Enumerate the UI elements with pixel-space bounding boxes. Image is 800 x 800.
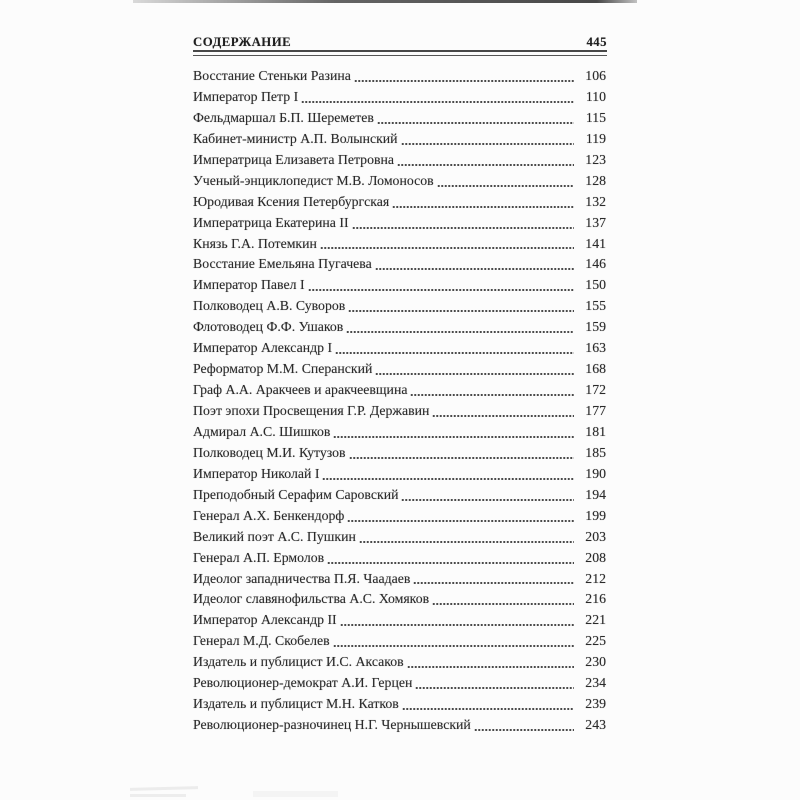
dot-leader [402,694,574,715]
toc-entry-page-number: 230 [585,654,606,670]
toc-entry-page-number: 234 [585,675,606,691]
toc-entry-title: Революционер-разночинец Н.Г. Чернышевский [193,717,471,733]
toc-entry [193,548,606,569]
toc-entry-title: Полководец М.И. Кутузов [193,444,346,460]
toc-entry-page-number: 199 [585,507,606,523]
toc-list [193,66,606,736]
dot-leader [410,380,574,401]
dot-leader [432,589,574,610]
dot-leader [320,234,574,255]
dot-leader [377,108,574,129]
toc-entry-title: Императрица Елизавета Петровна [193,151,395,167]
dot-leader [335,338,574,359]
toc-entry-page-number: 163 [585,340,606,356]
dot-leader [348,296,574,317]
toc-entry-title: Генерал М.Д. Скобелев [193,633,330,649]
dot-leader [401,129,574,150]
toc-entry-page-number: 243 [585,717,606,733]
toc-entry-title: Император Александр II [193,612,337,628]
toc-entry-page-number: 141 [585,235,606,251]
toc-entry-page-number: 119 [585,130,606,146]
toc-entry-page-number: 115 [585,109,606,125]
toc-entry-title: Революционер-демократ А.И. Герцен [193,675,413,691]
toc-entry-title: Кабинет-министр А.П. Волынский [193,130,398,146]
toc-entry-page-number: 190 [585,465,606,481]
page-title: СОДЕРЖАНИЕ [193,35,292,49]
header-rule-top [193,50,607,52]
toc-entry-title: Императрица Екатерина II [193,214,349,230]
toc-entry-title: Идеолог западничества П.Я. Чаадаев [193,570,411,586]
toc-entry [193,673,606,694]
toc-entry-page-number: 159 [585,319,606,335]
toc-entry [193,569,606,590]
dot-leader [347,506,574,527]
toc-entry [193,464,606,485]
dot-leader [474,715,574,736]
dot-leader [340,610,574,631]
toc-entry [193,296,606,317]
toc-entry-title: Генерал А.П. Ермолов [193,549,325,565]
toc-entry-page-number: 137 [585,214,606,230]
toc-entry-title: Ученый-энциклопедист М.В. Ломоносов [193,172,434,188]
dot-leader [397,150,574,171]
toc-entry-page-number: 181 [585,423,606,439]
toc-entry-title: Император Павел I [193,277,305,293]
header-page-number: 445 [586,35,607,49]
toc-entry [193,694,606,715]
toc-entry-page-number: 155 [585,298,606,314]
toc-entry-page-number: 110 [585,88,606,104]
dot-leader [301,87,574,108]
toc-entry-page-number: 172 [585,382,606,398]
toc-entry [193,213,606,234]
dot-leader [327,548,574,569]
dot-leader [333,631,574,652]
toc-entry-title: Император Александр I [193,340,333,356]
toc-entry [193,338,606,359]
toc-entry [193,443,606,464]
toc-entry-page-number: 185 [585,444,606,460]
toc-entry [193,527,606,548]
toc-entry [193,108,606,129]
toc-entry [193,610,606,631]
toc-entry [193,715,606,736]
toc-entry-title: Юродивая Ксения Петербургская [193,193,390,209]
toc-entry-page-number: 194 [585,486,606,502]
page-header [193,35,607,50]
dot-leader [349,443,574,464]
toc-entry-page-number: 150 [585,277,606,293]
toc-entry-title: Фельдмаршал Б.П. Шереметев [193,109,374,125]
toc-entry-page-number: 216 [585,591,606,607]
toc-entry-title: Восстание Емельяна Пугачева [193,256,372,272]
toc-entry-page-number: 212 [585,570,606,586]
toc-entry [193,129,606,150]
dot-leader [375,359,574,380]
toc-entry-title: Полководец А.В. Суворов [193,298,346,314]
toc-entry [193,422,606,443]
toc-entry-page-number: 146 [585,256,606,272]
toc-entry [193,254,606,275]
dot-leader [375,254,574,275]
dot-leader [407,652,574,673]
dot-leader [322,464,574,485]
toc-entry-title: Идеолог славянофильства А.С. Хомяков [193,591,430,607]
dot-leader [352,213,574,234]
dot-leader [401,485,574,506]
toc-entry-title: Реформатор М.М. Сперанский [193,361,373,377]
toc-entry [193,589,606,610]
dot-leader [359,527,574,548]
toc-entry-page-number: 203 [585,528,606,544]
toc-entry-page-number: 225 [585,633,606,649]
toc-entry [193,66,606,87]
toc-entry-title: Поэт эпохи Просвещения Г.Р. Державин [193,403,430,418]
toc-entry [193,317,606,338]
dot-leader [413,569,574,590]
toc-entry [193,380,606,401]
toc-entry-title: Издатель и публицист И.С. Аксаков [193,654,404,670]
toc-entry-title: Генерал А.Х. Бенкендорф [193,507,345,523]
toc-entry-title: Князь Г.А. Потемкин [193,235,317,251]
toc-entry-title: Император Петр I [193,88,299,104]
toc-entry [193,234,606,255]
toc-entry [193,275,606,296]
dot-leader [346,317,574,338]
toc-entry-title: Флотоводец Ф.Ф. Ушаков [193,319,344,335]
toc-entry [193,359,606,380]
toc-entry-title: Адмирал А.С. Шишков [193,423,331,439]
toc-entry [193,192,606,213]
toc-entry-page-number: 168 [585,361,606,377]
toc-entry [193,401,606,422]
toc-entry [193,87,606,108]
dot-leader [437,171,574,192]
dot-leader [333,422,574,443]
toc-entry-page-number: 123 [585,151,606,167]
dot-leader [354,66,574,87]
photo-artifact [253,791,338,797]
toc-entry [193,485,606,506]
dot-leader [392,192,574,213]
toc-entry-page-number: 208 [585,549,606,565]
toc-entry-page-number: 177 [585,403,606,418]
toc-entry-title: Император Николай I [193,465,320,481]
toc-entry [193,506,606,527]
photo-artifact [130,794,186,797]
toc-entry-page-number: 132 [585,193,606,209]
toc-entry-page-number: 106 [585,68,606,83]
toc-entry-title: Преподобный Серафим Саровский [193,486,399,502]
toc-entry [193,171,606,192]
toc-entry-page-number: 128 [585,172,606,188]
toc-entry [193,652,606,673]
toc-entry [193,150,606,171]
dot-leader [308,275,574,296]
toc-entry-title: Великий поэт А.С. Пушкин [193,528,356,544]
toc-entry-title: Издатель и публицист М.Н. Катков [193,696,399,712]
toc-entry-page-number: 239 [585,696,606,712]
dot-leader [415,673,574,694]
dot-leader [432,401,574,422]
photo-top-edge [133,0,637,3]
toc-entry-page-number: 221 [585,612,606,628]
header-rule-bottom [193,55,607,57]
toc-entry-title: Восстание Стеньки Разина [193,68,351,83]
toc-entry-title: Граф А.А. Аракчеев и аракчеевщина [193,382,408,398]
photo-artifact [130,786,198,790]
toc-entry [193,631,606,652]
